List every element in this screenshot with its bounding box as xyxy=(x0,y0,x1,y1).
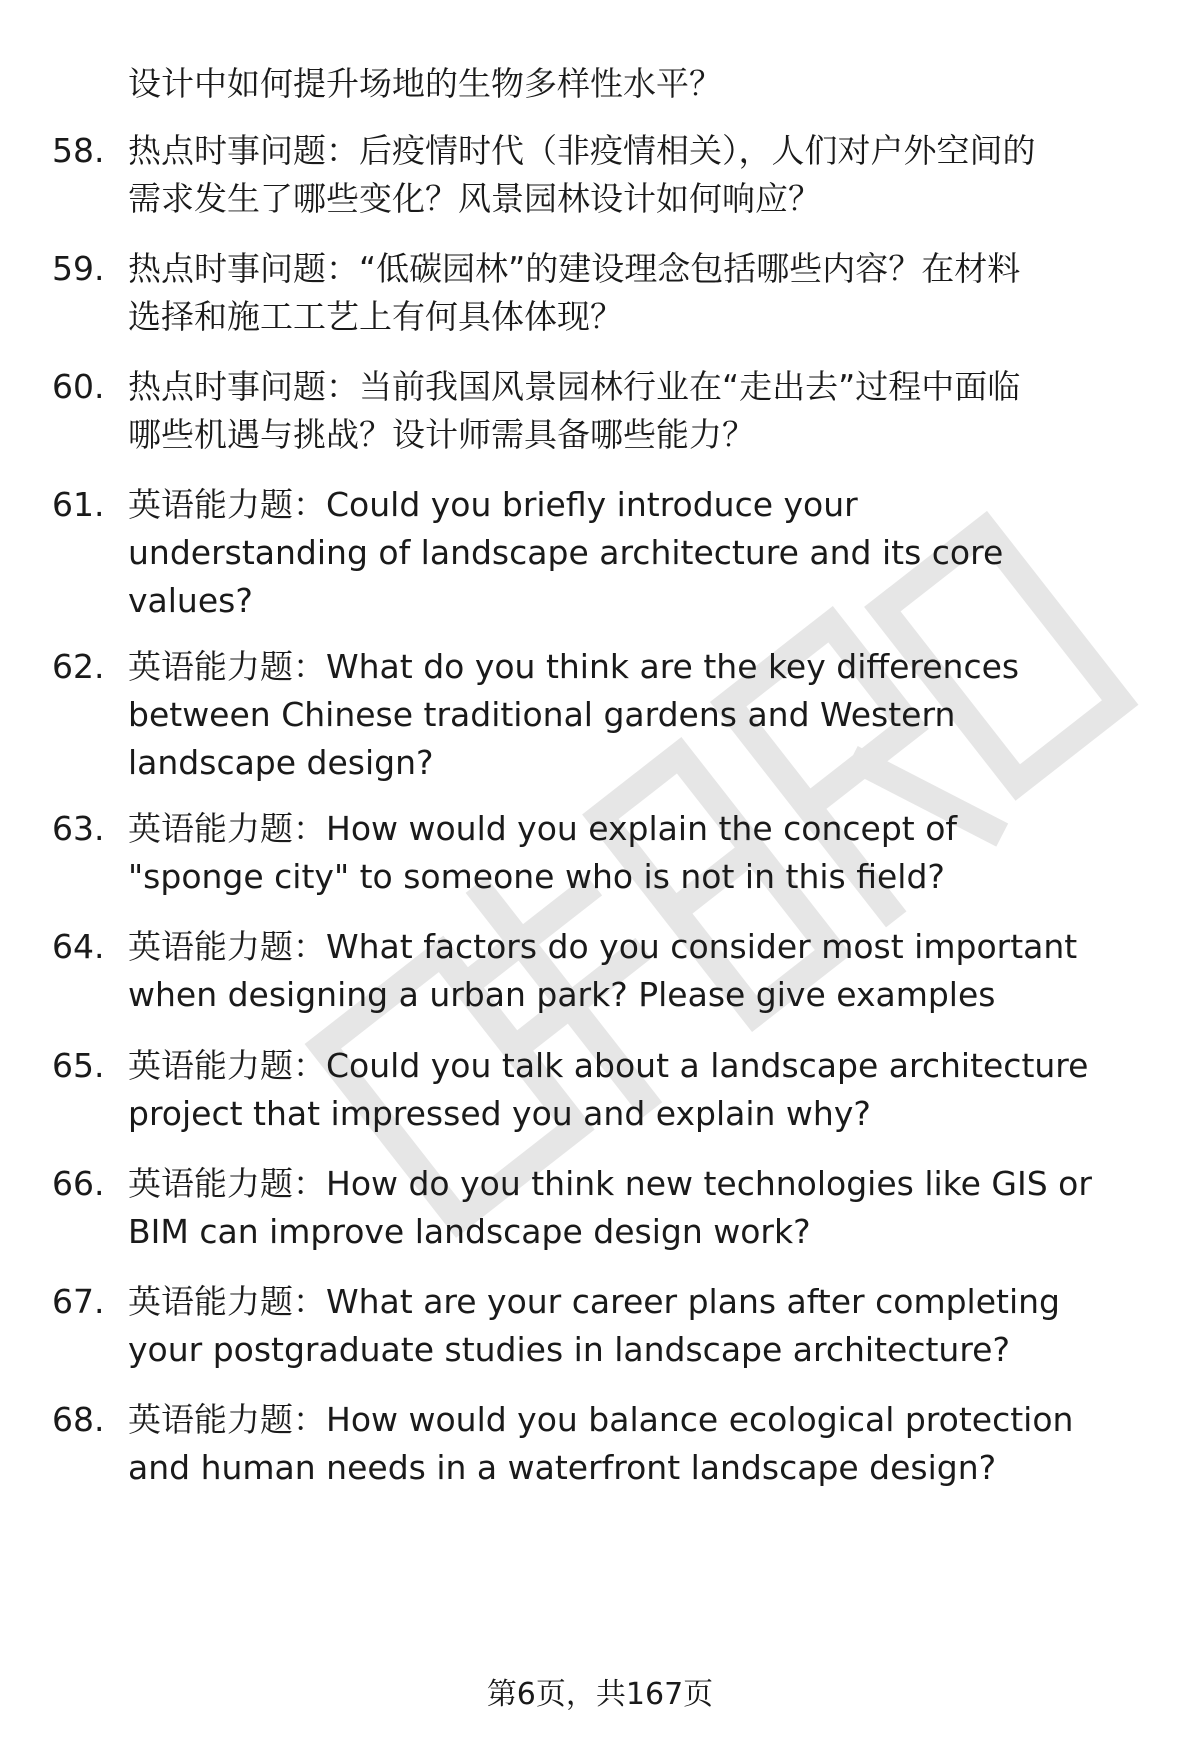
item-text xyxy=(128,1160,1168,1256)
item-line: 英语能力题：How would you explain the concept of xyxy=(128,809,957,848)
item-line: 需求发生了哪些变化？风景园林设计如何响应？ xyxy=(128,179,821,218)
item-number: 58. xyxy=(52,131,105,170)
item-text xyxy=(128,481,1168,625)
item-number: 60. xyxy=(52,367,105,406)
item-number: 61. xyxy=(52,485,105,524)
item-number: 63. xyxy=(52,809,105,848)
item-line: 英语能力题：Could you briefly introduce your xyxy=(128,485,858,524)
item-line: 选择和施工工艺上有何具体体现？ xyxy=(128,297,623,336)
item-line: BIM can improve landscape design work? xyxy=(128,1212,811,1251)
item-line: project that impressed you and explain why? xyxy=(128,1094,871,1133)
item-text xyxy=(128,805,1168,901)
item-line: 英语能力题：What factors do you consider most important xyxy=(128,927,1078,966)
item-line: your postgraduate studies in landscape architecture? xyxy=(128,1330,1010,1369)
item-line: 英语能力题：What are your career plans after completing xyxy=(128,1282,1060,1321)
item-line: 英语能力题：What do you think are the key differences xyxy=(128,647,1020,686)
item-text xyxy=(128,1042,1168,1138)
item-line: 热点时事问题：当前我国风景园林行业在“走出去”过程中面临 xyxy=(128,367,1021,406)
item-line: 热点时事问题：后疫情时代（非疫情相关），人们对户外空间的 xyxy=(128,131,1036,170)
item-line: 英语能力题：Could you talk about a landscape architecture xyxy=(128,1046,1089,1085)
item-number: 59. xyxy=(52,249,105,288)
item-line: "sponge city" to someone who is not in this field? xyxy=(128,857,945,896)
item-number: 65. xyxy=(52,1046,105,1085)
item-line: and human needs in a waterfront landscape design? xyxy=(128,1448,997,1487)
item-number: 67. xyxy=(52,1282,105,1321)
item-text xyxy=(128,363,1168,459)
page-footer: 第6页，共167页 xyxy=(486,1677,714,1712)
item-line: understanding of landscape architecture and its core xyxy=(128,533,1004,572)
item-text xyxy=(128,1278,1168,1374)
item-text xyxy=(128,1396,1168,1492)
item-line: 热点时事问题：“低碳园林”的建设理念包括哪些内容？在材料 xyxy=(128,249,1021,288)
item-number: 62. xyxy=(52,647,105,686)
item-line: values? xyxy=(128,581,253,620)
item-text xyxy=(128,245,1168,341)
item-number: 68. xyxy=(52,1400,105,1439)
item-line: 英语能力题：How would you balance ecological protection xyxy=(128,1400,1074,1439)
item-number: 66. xyxy=(52,1164,105,1203)
item-line: 哪些机遇与挑战？设计师需具备哪些能力？ xyxy=(128,415,755,454)
item-number: 64. xyxy=(52,927,105,966)
item-line: between Chinese traditional gardens and Western xyxy=(128,695,956,734)
item-line: when designing a urban park? Please give examples xyxy=(128,975,996,1014)
item-line: 英语能力题：How do you think new technologies like GIS or xyxy=(128,1164,1092,1203)
item-text xyxy=(128,923,1168,1019)
continuation-line: 设计中如何提升场地的生物多样性水平？ xyxy=(128,64,722,103)
item-line: landscape design? xyxy=(128,743,434,782)
item-text xyxy=(128,643,1168,787)
item-text xyxy=(128,127,1168,223)
